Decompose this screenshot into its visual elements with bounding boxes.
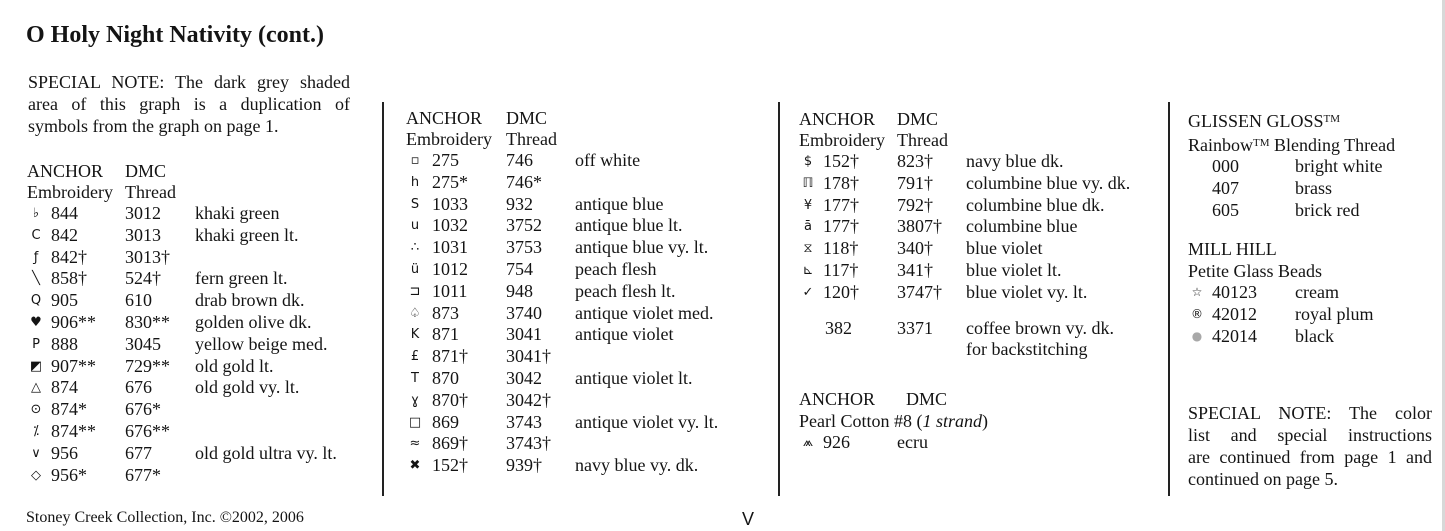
t-symbol-icon: T	[411, 370, 419, 386]
bead-list	[1188, 282, 1395, 347]
anchor-heading: ANCHOR	[27, 161, 104, 181]
thread-row	[799, 172, 1131, 195]
anchor-number: 1011	[432, 280, 468, 301]
color-name: navy blue vy. dk.	[575, 455, 699, 476]
dmc-number: 3747†	[897, 281, 942, 302]
special-note-bottom	[1188, 402, 1432, 490]
dmc-number: 677*	[125, 464, 161, 485]
anchor-number: 1033	[432, 193, 468, 214]
dmc-number: 932	[506, 193, 533, 214]
dmc-number: 524†	[125, 268, 161, 289]
dmc-number: 3042†	[506, 389, 551, 410]
square-symbol-icon: □	[408, 414, 422, 430]
dmc-number: 676	[125, 377, 152, 398]
embroidery-heading: Embroidery	[799, 130, 885, 150]
color-name: cream	[1295, 282, 1339, 303]
strand-count: 1 strand	[922, 411, 983, 432]
thread-heading: Thread	[125, 182, 176, 202]
pearl-cotton-label: Pearl Cotton #8	[799, 411, 912, 432]
thread-column-3	[799, 109, 1131, 454]
dmc-number: 610	[125, 290, 152, 311]
anchor-number: 858†	[51, 268, 87, 289]
color-name: columbine blue dk.	[966, 194, 1105, 215]
column-divider	[382, 102, 384, 496]
color-name: antique violet med.	[575, 302, 714, 323]
dmc-number: 3013	[125, 224, 161, 245]
anchor-number: 870	[432, 367, 459, 388]
f-symbol-icon: ƒ	[33, 249, 39, 265]
mill-hill-title: MILL HILL	[1188, 239, 1277, 260]
dmc-number: 3807†	[897, 216, 942, 237]
anchor-number: 888	[51, 333, 78, 354]
grey-dot-icon: ●	[1191, 328, 1203, 343]
triangle-symbol-icon: △	[31, 380, 41, 396]
thread-row	[799, 259, 1062, 282]
note-line: continued on page 5.	[1188, 469, 1338, 489]
glissen-title	[1188, 108, 1395, 132]
color-name: khaki green	[195, 203, 280, 223]
dmc-number: 939†	[506, 455, 542, 476]
note-line: SPECIAL NOTE: The color	[1188, 403, 1432, 423]
bead-row	[1188, 326, 1395, 348]
anchor-number: 117†	[823, 259, 859, 280]
anchor-number: 869	[432, 411, 459, 432]
dmc-number: 3013†	[125, 246, 170, 267]
color-name: black	[1295, 325, 1334, 346]
trademark-mark: TM	[1253, 137, 1270, 149]
note-line: list and special instructions	[1188, 425, 1432, 445]
backstitch-note-row	[799, 339, 1088, 361]
thread-code: 000	[1212, 156, 1239, 176]
star-x-symbol-icon: ✖	[409, 458, 421, 474]
anchor-number: 869†	[432, 433, 468, 454]
l-box-symbol-icon: ⊾	[802, 262, 814, 278]
bracket-symbol-icon: ⊐	[409, 283, 421, 299]
anchor-number: 118†	[823, 238, 859, 259]
pearl-header	[799, 389, 988, 410]
q-symbol-icon: Q	[30, 293, 42, 309]
anchor-number: 177†	[823, 194, 859, 215]
anchor-heading: ANCHOR	[799, 109, 876, 129]
bead-row	[1188, 282, 1395, 304]
dmc-number: 746	[506, 150, 533, 170]
bead-row	[1188, 304, 1395, 326]
thread-heading: Thread	[897, 130, 948, 150]
anchor-number: 1012	[432, 258, 468, 279]
color-name: antique violet vy. lt.	[575, 411, 719, 432]
color-name: peach flesh lt.	[575, 280, 676, 301]
anchor-number: 382	[825, 317, 852, 338]
dmc-heading: DMC	[125, 161, 167, 181]
dmc-heading: DMC	[897, 109, 939, 129]
column-divider	[778, 102, 780, 496]
color-name: khaki green lt.	[195, 224, 299, 245]
backslash-symbol-icon: ╲	[32, 271, 40, 287]
anchor-number: 1031	[432, 237, 468, 258]
anchor-number: 842	[51, 224, 78, 245]
anchor-number: 120†	[823, 281, 859, 302]
circle-dot-symbol-icon: ⊙	[30, 402, 42, 418]
dots-symbol-icon: ∴	[410, 240, 420, 256]
dmc-number: 3743	[506, 411, 542, 432]
color-name: off white	[575, 150, 641, 170]
column-divider	[1168, 102, 1170, 496]
anchor-number: 275*	[432, 171, 468, 192]
color-name: blue violet	[966, 238, 1043, 259]
bead-code: 42012	[1212, 304, 1257, 325]
color-name: brass	[1295, 177, 1332, 198]
color-name: golden olive dk.	[195, 311, 312, 332]
thread-row	[799, 194, 1105, 217]
thread-list	[799, 151, 1131, 304]
glissen-list	[1188, 156, 1395, 221]
dmc-number: 746*	[506, 171, 542, 192]
caret-symbol-icon: ⩕	[802, 435, 814, 451]
anchor-number: 874*	[51, 399, 87, 420]
dmc-number: 3041†	[506, 346, 551, 367]
color-name: antique blue lt.	[575, 215, 683, 236]
embroidery-heading: Embroidery	[27, 182, 113, 202]
a-symbol-icon: ā	[804, 219, 812, 235]
u-symbol-icon: u	[410, 218, 420, 234]
anchor-number: 874	[51, 377, 78, 398]
half-square-symbol-icon: ◩	[29, 358, 43, 374]
dmc-number: 729**	[125, 355, 170, 376]
anchor-number: 906**	[51, 311, 96, 332]
thread-code: 605	[1212, 199, 1239, 220]
check-symbol-icon: ✓	[802, 284, 814, 300]
anchor-number: 152†	[823, 151, 859, 171]
small-square-symbol-icon: ▫	[410, 153, 420, 168]
color-name: old gold lt.	[195, 355, 274, 376]
color-name: bright white	[1295, 156, 1383, 176]
blending-thread-label: Blending Thread	[1269, 135, 1396, 155]
p-symbol-icon: P	[32, 336, 40, 352]
anchor-number: 1032	[432, 215, 468, 236]
dmc-number: 792†	[897, 194, 933, 215]
special-note-top	[28, 71, 350, 137]
note-line: symbols from the graph on page 1.	[28, 116, 279, 136]
percent-symbol-icon: ⁒	[33, 423, 39, 439]
color-name: antique blue	[575, 193, 664, 214]
thread-row	[799, 151, 1064, 173]
glissen-row	[1188, 156, 1395, 178]
anchor-number: 844	[51, 203, 78, 223]
dmc-number: 3740	[506, 302, 542, 323]
diamond-symbol-icon: ◇	[31, 467, 41, 483]
dollar-symbol-icon: $	[803, 154, 813, 169]
anchor-number: 907**	[51, 355, 96, 376]
bead-code: 40123	[1212, 282, 1257, 303]
thread-code: 407	[1212, 177, 1239, 198]
anchor-number: 871	[432, 324, 459, 345]
pi-symbol-icon: ℿ	[802, 175, 814, 191]
color-name: brick red	[1295, 199, 1360, 220]
rainbow-subtitle	[1188, 132, 1395, 156]
b-symbol-icon: ♭	[32, 206, 40, 221]
anchor-number: 871†	[432, 346, 468, 367]
color-name: columbine blue	[966, 216, 1078, 237]
anchor-number: 874**	[51, 420, 96, 441]
color-name: old gold vy. lt.	[195, 377, 300, 398]
anchor-number: 177†	[823, 216, 859, 237]
anchor-number: 275	[432, 150, 459, 170]
smile-symbol-icon: ü	[410, 261, 420, 277]
dmc-number: 791†	[897, 172, 933, 193]
column-header	[799, 109, 988, 130]
s-symbol-icon: S	[410, 196, 420, 212]
color-name: blue violet vy. lt.	[966, 281, 1088, 302]
trademark-mark: TM	[1323, 113, 1341, 125]
anchor-number: 842†	[51, 246, 87, 267]
dmc-number: 3752	[506, 215, 542, 236]
dmc-number: 3371	[897, 317, 933, 338]
dmc-number: 823†	[897, 151, 933, 171]
registered-icon: ®	[1191, 307, 1203, 322]
dmc-number: 3042	[506, 367, 542, 388]
heart-symbol-icon: ♥	[30, 314, 42, 330]
anchor-number: 152†	[432, 455, 468, 476]
color-name: antique violet lt.	[575, 367, 693, 388]
anchor-heading: ANCHOR	[799, 389, 876, 410]
color-name: blue violet lt.	[966, 259, 1062, 280]
dmc-number: 3045	[125, 333, 161, 354]
anchor-number: 873	[432, 302, 459, 323]
anchor-number: 956	[51, 442, 78, 463]
color-name: antique violet	[575, 324, 674, 345]
dmc-number: 3743†	[506, 433, 551, 454]
color-name: columbine blue vy. dk.	[966, 172, 1131, 193]
backstitch-note: for backstitching	[966, 339, 1088, 360]
dmc-number: 830**	[125, 311, 170, 332]
color-name: royal plum	[1295, 304, 1374, 325]
page-number: V	[742, 509, 755, 529]
dmc-heading: DMC	[506, 108, 548, 128]
thread-row	[799, 281, 1088, 304]
dmc-number: 676**	[125, 420, 170, 441]
anchor-number: 956*	[51, 464, 87, 485]
note-line: area of this graph is a duplication of	[28, 94, 350, 114]
dmc-number: 754	[506, 258, 533, 279]
spade-symbol-icon: ♤	[409, 305, 421, 321]
hourglass-symbol-icon: ⧖	[803, 241, 813, 257]
color-name: yellow beige med.	[195, 333, 328, 354]
anchor-number: 926	[823, 432, 850, 453]
color-name: old gold ultra vy. lt.	[195, 442, 337, 463]
embroidery-heading: Embroidery	[406, 129, 492, 149]
rainbow-name: Rainbow	[1188, 135, 1253, 155]
color-name: navy blue dk.	[966, 151, 1064, 171]
approx-symbol-icon: ≈	[409, 436, 421, 452]
color-name: peach flesh	[575, 258, 657, 279]
k-symbol-icon: K	[410, 327, 420, 343]
pearl-subtitle: Pearl Cotton #8 (1 strand)	[799, 411, 989, 432]
glissen-row	[1188, 178, 1395, 200]
dmc-number: 3041	[506, 324, 542, 345]
mill-hill-subtitle: Petite Glass Beads	[1188, 261, 1322, 282]
dmc-heading: DMC	[906, 389, 948, 410]
pearl-row	[799, 432, 988, 454]
yen-symbol-icon: ¥	[803, 197, 813, 213]
anchor-number: 905	[51, 290, 78, 311]
dmc-number: 948	[506, 280, 533, 301]
anchor-number: 870†	[432, 389, 468, 410]
anchor-number: 178†	[823, 172, 859, 193]
glissen-row	[1188, 200, 1395, 222]
h-symbol-icon: h	[410, 174, 420, 190]
copyright-footer: Stoney Creek Collection, Inc. ©2002, 2006	[26, 509, 304, 526]
dmc-number: 341†	[897, 259, 933, 280]
color-name: fern green lt.	[195, 268, 288, 289]
note-line: SPECIAL NOTE: The dark grey shaded	[28, 72, 350, 92]
y-symbol-icon: ɣ	[411, 392, 419, 408]
c-symbol-icon: C	[31, 227, 41, 243]
color-name: coffee brown vy. dk.	[966, 317, 1114, 338]
dmc-number: 340†	[897, 238, 933, 259]
thread-row	[799, 216, 1078, 238]
dmc-number: 676*	[125, 399, 161, 420]
color-name: antique blue vy. lt.	[575, 237, 709, 258]
color-name: drab brown dk.	[195, 290, 305, 311]
backstitch-row	[799, 317, 1114, 340]
column-subheader	[799, 130, 988, 151]
v-symbol-icon: ∨	[31, 445, 41, 461]
star-outline-icon: ☆	[1191, 285, 1203, 300]
color-name: ecru	[897, 432, 928, 453]
page-title: O Holy Night Nativity (cont.)	[26, 22, 324, 48]
dmc-number: 3012	[125, 203, 161, 223]
thread-row	[799, 238, 1043, 260]
specialty-column	[1188, 108, 1395, 348]
bead-code: 42014	[1212, 325, 1257, 346]
thread-heading: Thread	[506, 129, 557, 149]
glissen-name: GLISSEN GLOSS	[1188, 111, 1324, 131]
dmc-number: 3753	[506, 237, 542, 258]
dmc-number: 677	[125, 442, 152, 463]
anchor-heading: ANCHOR	[406, 108, 483, 128]
pound-symbol-icon: £	[410, 349, 420, 365]
note-line: are continued from page 1 and	[1188, 447, 1432, 467]
